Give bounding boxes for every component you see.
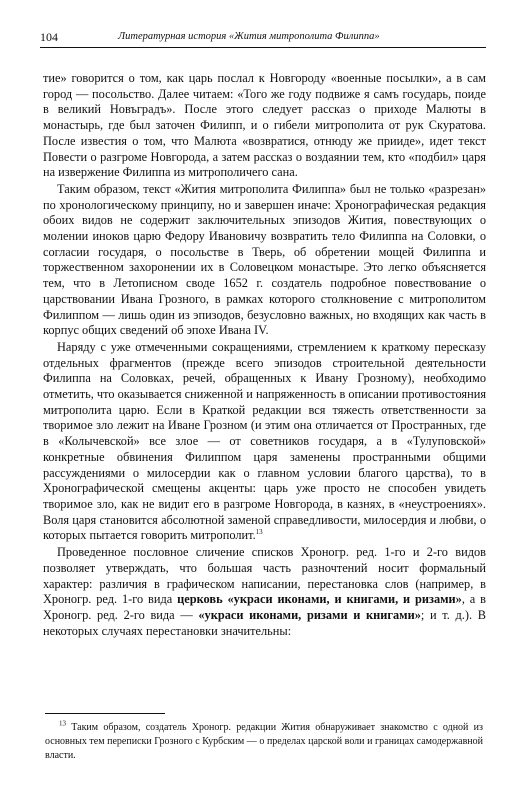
header-rule <box>40 47 486 48</box>
paragraph <box>43 340 486 544</box>
paragraph-text: ; и т. д.). В некоторых случаях перестановки значительны: <box>43 607 486 638</box>
running-head <box>40 29 486 45</box>
footnote-text: Таким образом, создатель Хроногр. редакции Жития обнаруживает знакомство с одной из основных тем переписки Грозного с Курбским — о пределах царской воли и границах самодержавной власти. <box>45 722 483 761</box>
bold-quote: церковь «украси иконами, и книгами, и ризами» <box>177 592 462 607</box>
paragraph-continued: тие» говорится о том, как царь послал к Новгороду «военные посылки», а в сам город — посольство. Далее читаем: «Того же году подвиже я самъ государь, поиде в великий Новъградъ». После этого следует рассказ о приходе Малюты в монастырь, где был заточен Филипп, и о гибели митрополита от рук Скуратова. После известия о том, что Малюта «возвратися, отнюду же прииде», идет текст Повести о разгроме Новгорода, а затем рассказ о воздаянии тем, кто «подбил» царя на извержение Филиппа из митрополичего сана. <box>43 71 486 180</box>
footnote-mark: 13 <box>59 719 66 728</box>
paragraph-text: Проведенное пословное сличение списков Хроногр. ред. 1-го и 2-го видов позволяет утверждать, что большая часть разночтений носит формальный характер: различия в графическом написании, перестановка слов (например, в Хроногр. ред. 1-го вида <box>43 545 486 607</box>
footnote <box>45 721 483 763</box>
paragraph <box>43 545 486 639</box>
bold-quote: «украси иконами, ризами и книгами» <box>198 607 421 622</box>
paragraph-text: , а в Хроногр. ред. 2-го вида — <box>43 592 486 622</box>
page-number: 104 <box>40 30 58 44</box>
footnote-rule <box>45 713 165 714</box>
paragraph: Таким образом, текст «Жития митрополита Филиппа» был не только «разрезан» по хронологическому принципу, но и завершен иначе: Хронографическая редакция обоих видов не содержит заключительных эпизодов Жития, повествующих о молении иноков царю Федору Ивановичу возвратить тело Филиппа на Соловки, о согласии государя, о посольстве в Тверь, об обретении мощей Филиппа и торжественном захоронении их в Соловецком монастыре. Это легко объясняется тем, что в Летописном своде 1652 г. создатель подробное повествование о царствовании Ивана Грозного, в рамках которого столкновение с митрополитом Филиппом — лишь один из эпизодов, безусловно важных, но входящих как часть в корпус общих сведений об эпохе Ивана IV. <box>43 181 486 338</box>
running-title: Литературная история «Жития митрополита Филиппа» <box>118 31 380 42</box>
footnote-reference[interactable]: 13 <box>255 528 263 537</box>
paragraph-text: Наряду с уже отмеченными сокращениями, стремлением к краткому пересказу отдельных фрагментов (прежде всего эпизодов строительной деятельности Филиппа на Соловках, речей, обращенных к Ивану Грозному), необходимо отметить, что оказывается сниженной и напряженность в описании противостояния митрополита царю. Если в Краткой редакции вся тяжесть ответственности за творимое зло лежит на Иване Грозном (и этим она отличается от Пространных, где в «Колычевской» все злое — от советников государя, а в «Тулуповской» конкретные обвинения Филиппом царя заменены пространными общими рассуждениями о милосердии как о главном условии благого царства), то в Хронографической смещены акценты: царь уже просто не способен увидеть творимое зло, как не видит его в разгроме Новгорода, в казнях, в «неустроениях». Воля царя становится абсолютной заменой справедливости, милосердия и любви, о которых пытается говорить митрополит. <box>43 339 486 543</box>
main-text <box>43 71 486 639</box>
